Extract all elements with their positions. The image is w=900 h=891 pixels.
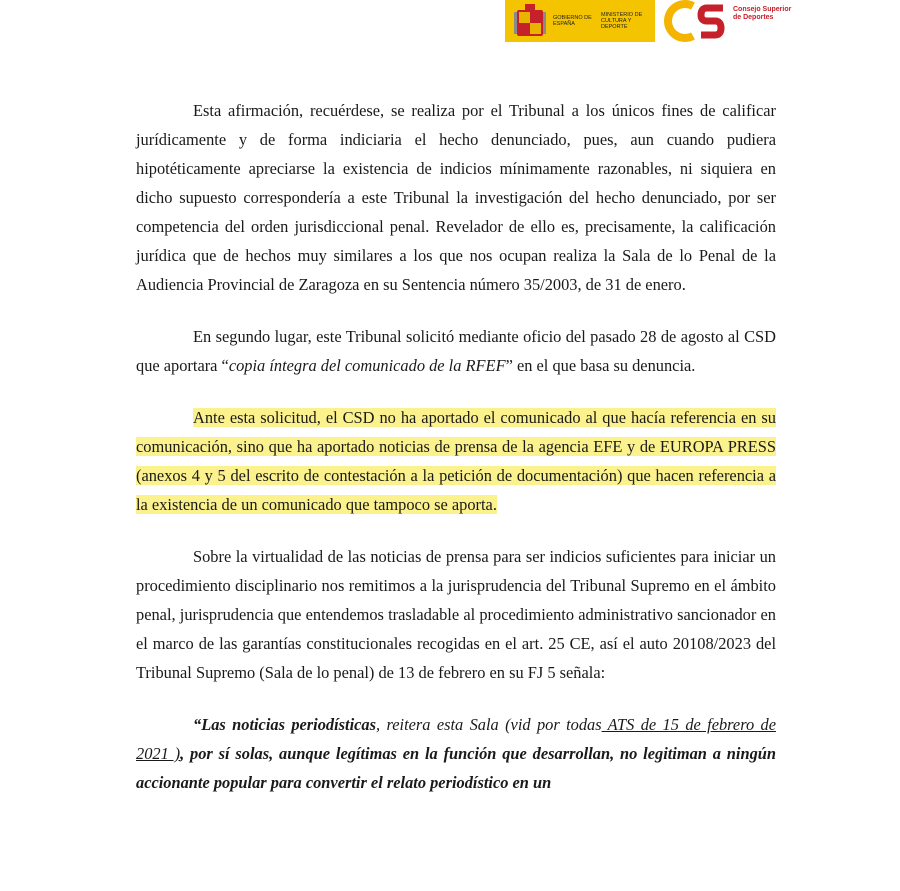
paragraph-3-highlighted	[136, 403, 776, 519]
quote-paragraph	[136, 710, 776, 797]
coat-of-arms-icon	[513, 2, 547, 40]
highlighted-text: Ante esta solicitud, el CSD no ha aportado el comunicado al que hacía referencia en su comunicación, sino que ha aportado noticias de prensa de la agencia EFE y de EUROPA PRESS (anexos 4 y 5 del escrito de contestación a la petición de documentación) que hacen referencia a la existencia de un comunicado que tampoco se aporta.	[136, 408, 776, 514]
quote-part-a: “Las noticias periodísticas	[193, 715, 377, 734]
document-body	[136, 96, 776, 797]
paragraph-2-text-a: En segundo lugar, este Tribunal solicitó mediante oficio del pasado 28 de agosto al CSD que aportara “	[136, 327, 776, 375]
csd-label: Consejo Superior de Deportes	[733, 6, 792, 21]
letterhead	[505, 0, 900, 48]
gobierno-label: GOBIERNO DE ESPAÑA	[553, 15, 592, 27]
csd-logo-icon	[663, 0, 733, 42]
government-logo	[505, 0, 655, 42]
quote-citation: ATS de 15 de febrero de 2021 )	[136, 715, 777, 763]
quote-part-b: , reitera esta Sala (vid por todas	[376, 715, 602, 734]
paragraph-1: Esta afirmación, recuérdese, se realiza por el Tribunal a los únicos fines de calificar jurídicamente y de forma indiciaria el hecho denunciado, pues, aun cuando pudiera hipotéticamente apreciarse la existencia de indicios mínimamente razonables, ni siquiera en dicho supuesto correspondería a este Tribunal la investigación del hecho denunciado, por ser competencia del orden jurisdiccional penal. Revelador de ello es, precisamente, la calificación jurídica que de hechos muy similares a los que nos ocupan realiza la Sala de lo Penal de la Audiencia Provincial de Zaragoza en su Sentencia número 35/2003, de 31 de enero.	[136, 101, 776, 294]
paragraph-2-quote: copia íntegra del comunicado de la RFEF	[228, 356, 506, 375]
paragraph-2-text-b: ” en el que basa su denuncia.	[505, 356, 696, 375]
ministerio-label: MINISTERIO DE CULTURA Y DEPORTE	[601, 12, 643, 30]
paragraph-4: Sobre la virtualidad de las noticias de prensa para ser indicios suficientes para iniciar un procedimiento disciplinario nos remitimos a la jurisprudencia del Tribunal Supremo en el ámbito penal, jurisprudencia que entendemos trasladable al procedimiento administrativo sancionador en el marco de las garantías constitucionales recogidas en el art. 25 CE, así el auto 20108/2023 del Tribunal Supremo (Sala de lo penal) de 13 de febrero en su FJ 5 señala:	[136, 547, 776, 682]
paragraph-2	[136, 322, 776, 380]
quote-part-d: , por sí solas, aunque legítimas en la función que desarrollan, no legitiman a ningún accionante popular para convertir el relato periodístico en un	[136, 744, 776, 792]
